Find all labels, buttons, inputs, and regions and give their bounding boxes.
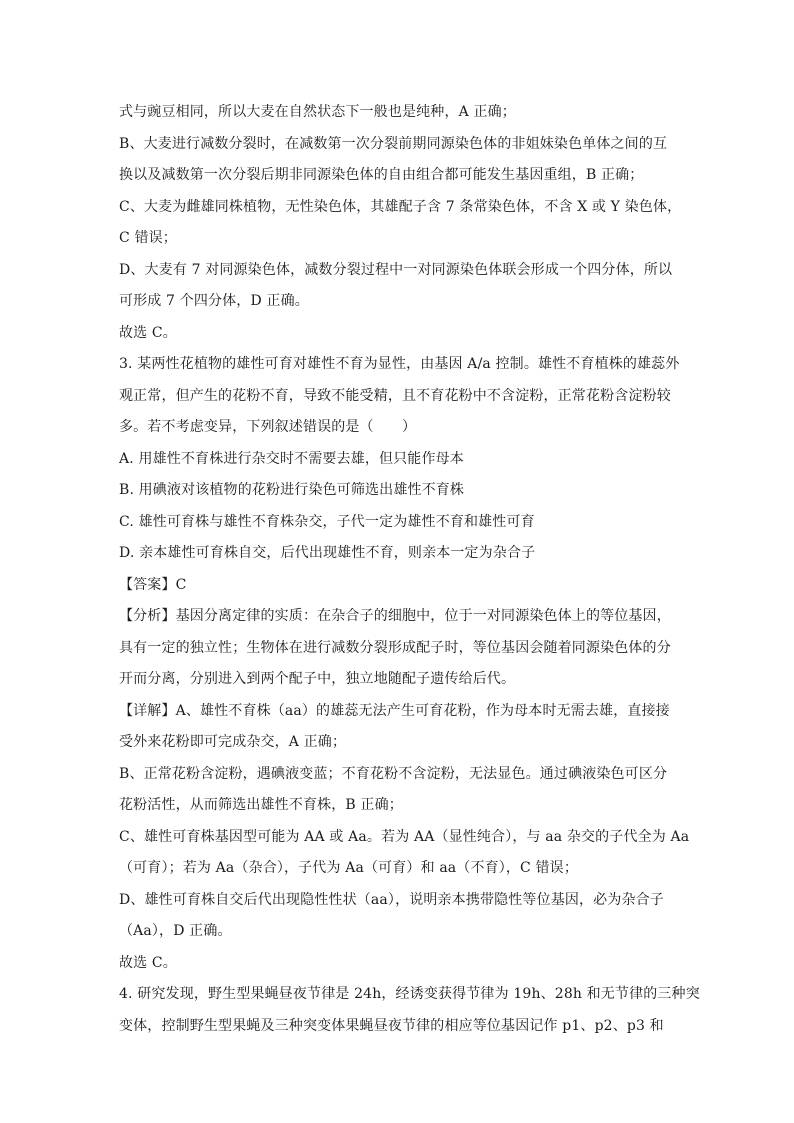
answer-line: 【答案】C — [119, 577, 187, 593]
question-4-stem: 4. 研究发现，野生型果蝇昼夜节律是 24h，经诱变获得节律为 19h、28h 和无节律的三种突 — [119, 986, 700, 1002]
option-c: C. 雄性可育株与雄性不育株杂交，子代一定为雄性不育和雄性可育 — [119, 514, 535, 530]
text-line: 式与豌豆相同，所以大麦在自然状态下一般也是纯种，A 正确； — [119, 104, 516, 120]
explanation-text: D、雄性可育株自交后代出现隐性性状（aa），说明亲本携带隐性等位基因，必为杂合子 — [119, 892, 664, 908]
explanation-text: B、正常花粉含淀粉，遇碘液变蓝；不育花粉不含淀粉，无法显色。通过碘液染色可区分 — [119, 766, 668, 782]
text-line: 换以及减数第一次分裂后期非同源染色体的自由组合都可能发生基因重组，B 正确； — [119, 167, 644, 183]
explanation-text: 受外来花粉即可完成杂交，A 正确； — [119, 734, 347, 750]
question-4-stem: 变体，控制野生型果蝇及三种突变体果蝇昼夜节律的相应等位基因记作 p1、p2、p3 和 — [119, 1018, 664, 1034]
explanation-text: 花粉活性，从而筛选出雄性不育株，B 正确； — [119, 797, 403, 813]
question-3-stem: 3. 某两性花植物的雄性可育对雄性不育为显性，由基因 A/a 控制。雄性不育植株的雄蕊外 — [119, 356, 680, 372]
question-3-stem: 多。若不考虑变异，下列叙述错误的是（ ） — [119, 419, 417, 435]
text-line: B、大麦进行减数分裂时，在减数第一次分裂前期同源染色体的非姐妹染色单体之间的互 — [119, 136, 668, 152]
explanation-text: C、雄性可育株基因型可能为 AA 或 Aa。若为 AA（显性纯合），与 aa 杂交的子代全为 Aa — [119, 829, 690, 845]
explanation-text: （可育）；若为 Aa（杂合），子代为 Aa（可育）和 aa（不育），C 错误； — [119, 860, 578, 876]
option-d: D. 亲本雄性可育株自交，后代出现雄性不育，则亲本一定为杂合子 — [119, 545, 536, 561]
text-line: 故选 C。 — [119, 325, 177, 341]
text-line: C、大麦为雌雄同株植物，无性染色体，其雄配子含 7 条常染色体，不含 X 或 Y 染色体， — [119, 199, 682, 215]
option-b: B. 用碘液对该植物的花粉进行染色可筛选出雄性不育株 — [119, 482, 465, 498]
text-line: 故选 C。 — [119, 955, 177, 971]
analysis-text: 具有一定的独立性；生物体在进行减数分裂形成配子时，等位基因会随着同源染色体的分 — [119, 640, 671, 656]
analysis-text: 开而分离，分别进入到两个配子中，独立地随配子遗传给后代。 — [119, 671, 516, 687]
analysis-text: 【分析】基因分离定律的实质：在杂合子的细胞中，位于一对同源染色体上的等位基因， — [119, 608, 671, 624]
text-line: 可形成 7 个四分体，D 正确。 — [119, 293, 309, 309]
explanation-text: （Aa），D 正确。 — [119, 923, 232, 939]
explanation-text: 【详解】A、雄性不育株（aa）的雄蕊无法产生可育花粉，作为母本时无需去雄，直接接 — [119, 703, 670, 719]
option-a: A. 用雄性不育株进行杂交时不需要去雄，但只能作母本 — [119, 451, 464, 467]
text-line: D、大麦有 7 对同源染色体，减数分裂过程中一对同源染色体联会形成一个四分体，所以 — [119, 262, 673, 278]
text-line: C 错误； — [119, 230, 177, 246]
question-3-stem: 观正常，但产生的花粉不育，导致不能受精，且不育花粉中不含淀粉，正常花粉含淀粉较 — [119, 388, 671, 404]
